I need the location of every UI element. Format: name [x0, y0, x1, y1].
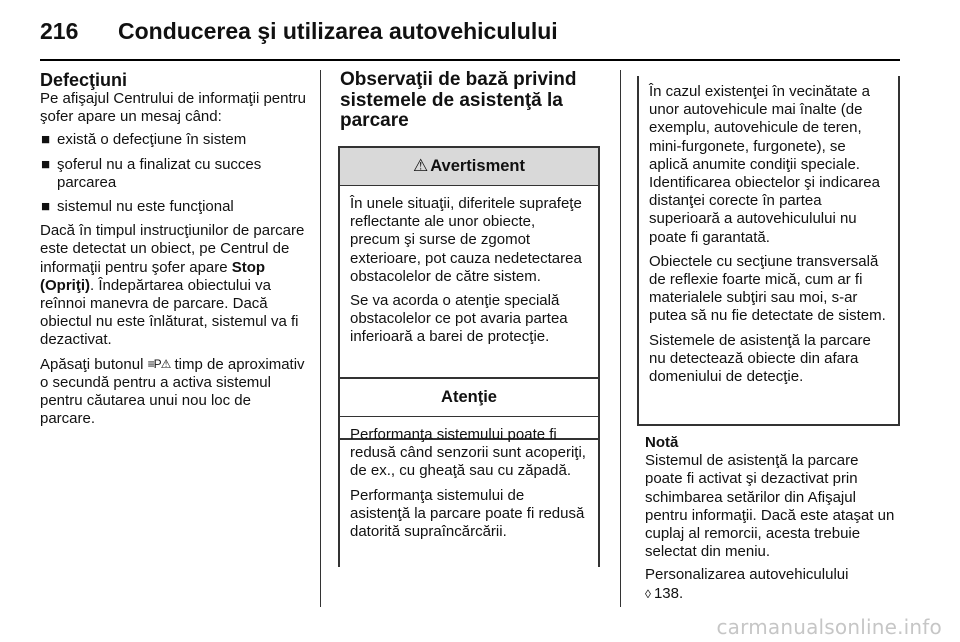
- reference-arrow-icon: ◊: [645, 586, 651, 601]
- press-button-paragraph: Apăsaţi butonul ≡P⚠ timp de aproximativ o secundă pentru a activa sistemul pentru căutarea unui nou loc de parcare.: [40, 355, 305, 428]
- warning-paragraph: În unele situaţii, diferitele suprafeţe reflectante ale unor obiecte, precum şi surse de zgomot exterioare, pot cauza nedetectarea obstacolelor de către sistem.: [350, 195, 582, 285]
- column-divider: [620, 70, 621, 607]
- continued-box-body: [639, 76, 898, 386]
- caution-box: [338, 377, 600, 567]
- bullet-icon: ■: [41, 131, 51, 149]
- list-item: ■ există o defecţiune în sistem: [41, 131, 247, 149]
- continued-warning-box: [637, 76, 900, 426]
- note-text: Sistemul de asistenţă la parcare poate fi activat şi dezactivat prin schimbarea setărilor din Afişajul pentru informaţii. Dacă este ataşat un cuplaj al remorcii, acesta trebuie selectat din meniu.: [645, 452, 895, 561]
- warning-box-header: [340, 148, 598, 186]
- list-item: ■ şoferul nu a finalizat cu succes parcarea: [41, 155, 262, 191]
- box-paragraph: Obiectele cu secţiune transversală de reflexie foarte mică, cum ar fi materialele subţiri sau moi, s-ar putea să nu fie detectate de sistem.: [649, 252, 886, 325]
- box-paragraph: Sistemele de asistenţă la parcare nu detectează obiecte din afara domeniului de detecţie.: [649, 331, 871, 386]
- watermark: carmanualsonline.info: [716, 614, 942, 639]
- page-reference[interactable]: [645, 585, 900, 603]
- warning-paragraph: Se va acorda o atenţie specială obstacolelor ce pot avaria partea inferioară a barei de protecţie.: [350, 292, 568, 346]
- reference-page: 138.: [653, 584, 684, 602]
- note-title: Notă: [645, 434, 679, 451]
- caution-box-header: [340, 379, 598, 417]
- section-heading-defects: Defecţiuni: [40, 70, 128, 90]
- list-item: ■ sistemul nu este funcţional: [41, 198, 234, 216]
- warning-title: Avertisment: [430, 157, 525, 176]
- caution-paragraph: Performanţa sistemului poate fi redusă când senzorii sunt acoperiţi, de ex., cu gheaţă sau cu zăpadă.: [350, 426, 586, 480]
- object-detected-paragraph: Dacă în timpul instrucţiunilor de parcare este detectat un obiect, pe Centrul de informaţii pentru şofer apare Stop (Opriţi). Îndepărtarea obiectului va reînnoi manevra de parcare. Dacă obiectul nu este înlăturat, sistemul va fi dezactivat.: [40, 222, 305, 349]
- chapter-title: Conducerea şi utilizarea autovehiculului: [118, 18, 558, 44]
- bullet-icon: ■: [41, 198, 51, 216]
- page-header: [40, 16, 900, 46]
- warning-triangle-icon: ⚠: [412, 156, 429, 176]
- bullet-icon: ■: [41, 155, 51, 173]
- section-heading-basic-notes: Observaţii de bază privind sistemele de asistenţă la parcare: [340, 69, 577, 131]
- header-rule: [40, 59, 900, 61]
- caution-box-body: [340, 417, 598, 541]
- reference-text: Personalizarea autovehiculului: [645, 566, 849, 584]
- caution-paragraph: Performanţa sistemului de asistenţă la parcare poate fi redusă datorită supraîncărcării.: [350, 486, 585, 541]
- defects-intro: Pe afişajul Centrului de informaţii pentru şofer apare un mesaj când:: [40, 90, 306, 126]
- column-divider: [320, 70, 321, 607]
- parking-assist-button-icon: ≡P⚠: [147, 356, 171, 371]
- page-number: 216: [40, 18, 79, 44]
- stop-message: Stop (Opriţi): [40, 258, 266, 294]
- box-paragraph: În cazul existenţei în vecinătate a unor autovehicule mai înalte (de exemplu, autovehicule de teren, mini-furgonete, furgonete), se aplică anumite condiţii speciale. Identificarea obiectelor şi indicarea distanţei corecte în partea superioară a autovehiculului nu poate fi garantată.: [649, 83, 880, 246]
- note-block: [645, 434, 900, 603]
- warning-box-body: [340, 186, 598, 347]
- column-defects: [40, 70, 310, 433]
- column-basic-notes: [340, 69, 602, 541]
- defects-list: [40, 131, 310, 216]
- caution-title: Atenţie: [441, 388, 497, 407]
